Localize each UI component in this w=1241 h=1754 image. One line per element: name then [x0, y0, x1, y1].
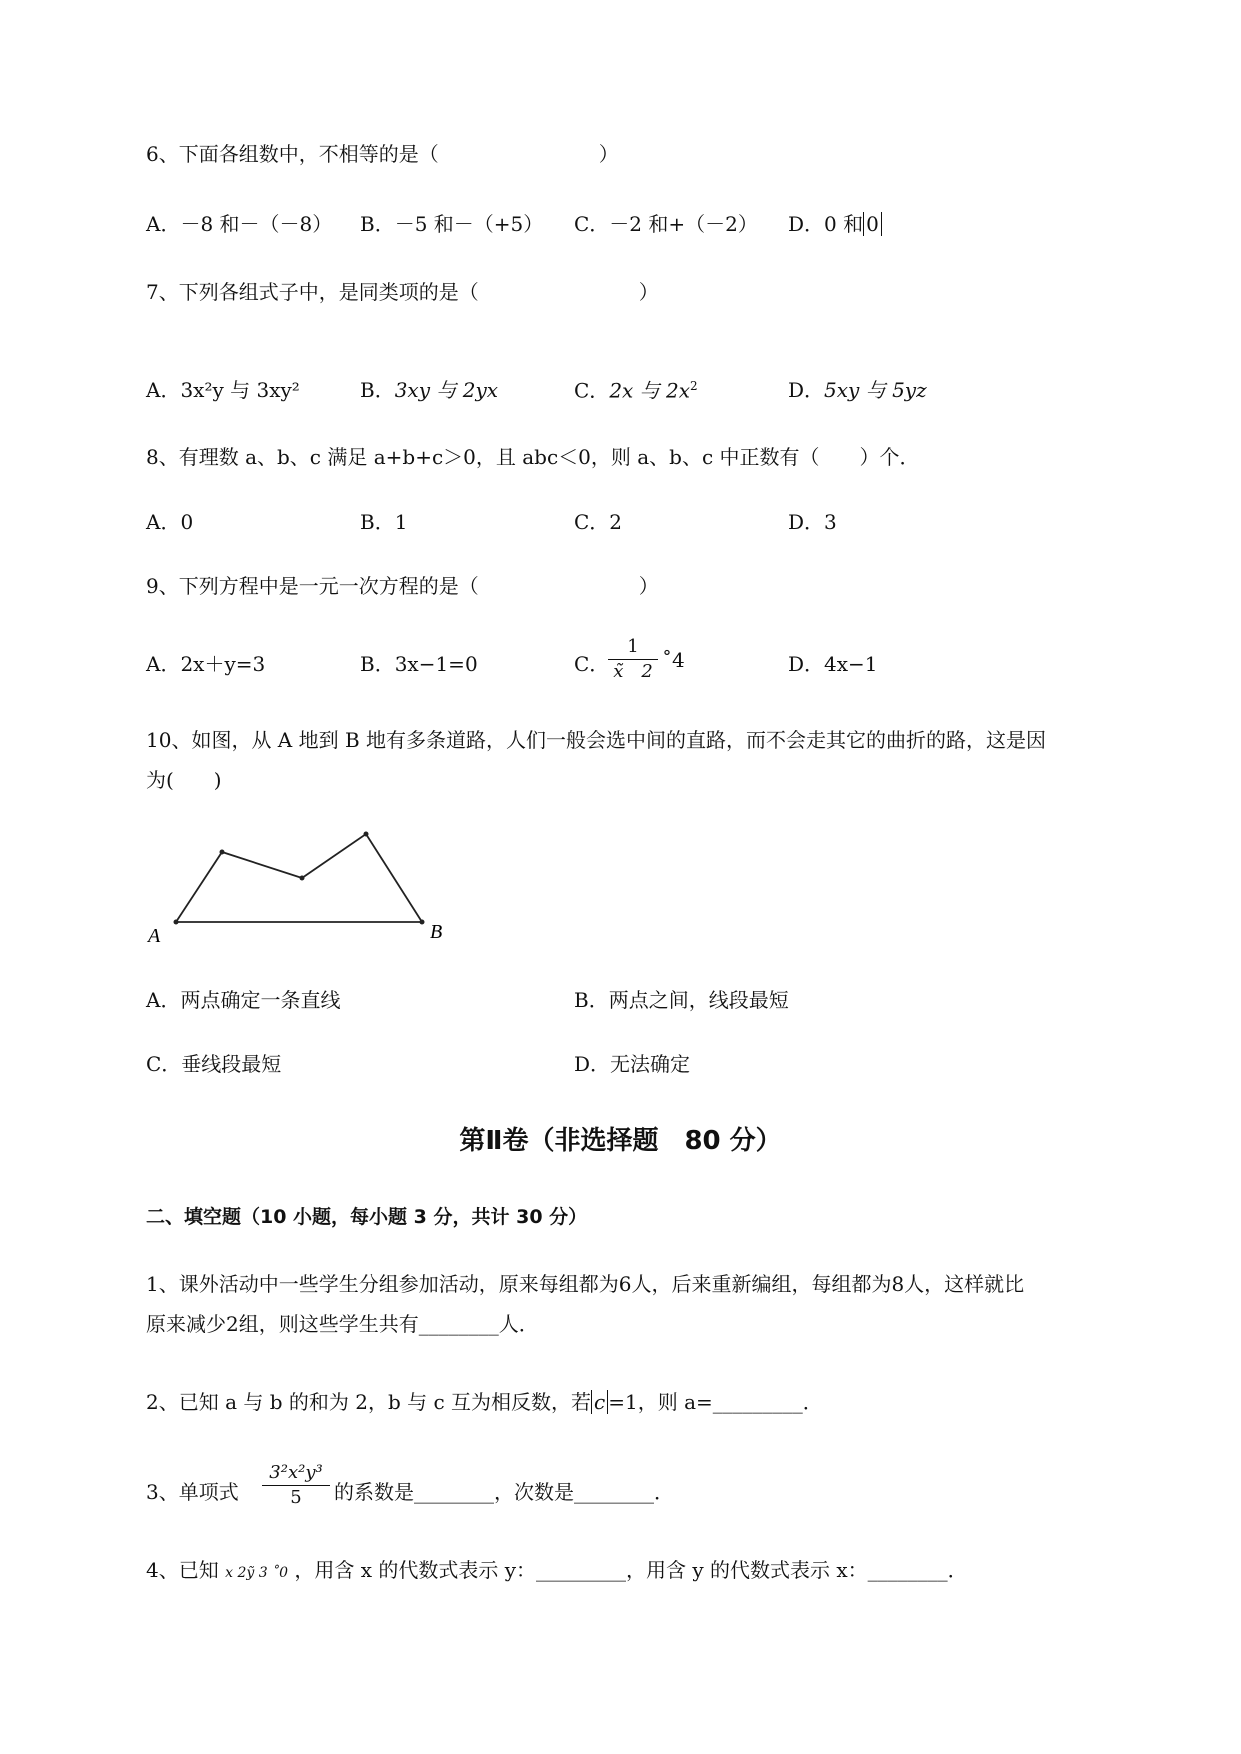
fill-4-suffix: ，用含 x 的代数式表示 y：_________，用含 y 的代数式表示 x：________．	[294, 1558, 968, 1582]
q7-option-b-label: B．	[360, 378, 395, 402]
q7-stem: 7、下列各组式子中，是同类项的是（ ）	[146, 280, 659, 304]
q8-stem: 8、有理数 a、b、c 满足 a+b+c＞0，且 abc＜0，则 a、b、c 中正数有（ ）个．	[146, 445, 920, 469]
q9-option-d: D．4x−1	[788, 652, 878, 676]
fill-3-denominator: 5	[290, 1487, 302, 1508]
q9-option-c-fraction	[608, 638, 658, 681]
winding-path	[176, 834, 422, 922]
q8-option-b: B．1	[360, 510, 408, 534]
q9-option-a: A．2x＋y=3	[146, 652, 266, 676]
q7-option-b-expr: 3xy 与 2yx	[394, 378, 499, 402]
vertex	[364, 832, 369, 837]
fill-4	[146, 1560, 968, 1580]
fill-3-suffix: 的系数是________，次数是________．	[334, 1480, 674, 1504]
label-a: A	[148, 925, 161, 947]
q6-option-d-abs: 0	[863, 212, 882, 236]
fill-2-abs: c	[591, 1390, 608, 1414]
q7-option-c-sup: 2	[690, 379, 698, 393]
q8-option-c: C．2	[574, 510, 623, 534]
q7-option-a: A．3x²y 与 3xy²	[146, 378, 300, 402]
fraction-bar	[608, 659, 658, 660]
q8-option-a: A．0	[146, 510, 194, 534]
q9-option-c-rest: ˚4	[662, 648, 685, 672]
fill-3-numerator: 3²x²y³	[269, 1462, 323, 1483]
fill-2-prefix: 2、已知 a 与 b 的和为 2，b 与 c 互为相反数，若	[146, 1390, 592, 1414]
fill-3-fraction	[262, 1464, 330, 1507]
fill-4-expr: x 2ỹ 3 ˚0	[225, 1565, 288, 1581]
q9-stem: 9、下列方程中是一元一次方程的是（ ）	[146, 574, 659, 598]
q9-option-c-label: C．	[574, 652, 610, 676]
q9-option-c-denominator: x̃ 2	[613, 661, 653, 682]
fill-2	[146, 1392, 823, 1412]
point-a	[174, 920, 179, 925]
q7-option-d	[788, 380, 927, 400]
q7-option-b	[360, 380, 498, 400]
fill-3-prefix: 3、单项式	[146, 1480, 239, 1504]
q10-stem-line2: 为( )	[146, 768, 222, 792]
fill-4-prefix: 4、已知	[146, 1558, 219, 1582]
vertex	[300, 876, 305, 881]
q6-stem: 6、下面各组数中，不相等的是（ ）	[146, 142, 619, 166]
q6-option-d-text: D．0 和	[788, 212, 864, 236]
vertex	[220, 850, 225, 855]
q9-option-c-numerator: 1	[627, 636, 639, 657]
fill-1-line2: 原来减少2组，则这些学生共有________人．	[146, 1312, 539, 1336]
q6-option-b: B．－5 和－（+5）	[360, 212, 544, 236]
q10-figure	[140, 820, 460, 950]
q7-option-d-expr: 5xy 与 5yz	[824, 378, 927, 402]
q6-option-d	[788, 214, 882, 234]
part2-title: 第Ⅱ卷（非选择题 80 分）	[459, 1126, 782, 1156]
q10-option-d: D．无法确定	[574, 1052, 691, 1076]
q10-option-c: C．垂线段最短	[146, 1052, 282, 1076]
fill-1-line1: 1、课外活动中一些学生分组参加活动，原来每组都为6人，后来重新编组，每组都为8人，这样就比	[146, 1272, 1025, 1296]
q10-option-a: A．两点确定一条直线	[146, 988, 341, 1012]
q6-option-a: A．－8 和－（－8）	[146, 212, 333, 236]
point-b	[420, 920, 425, 925]
q9-option-b: B．3x−1=0	[360, 652, 478, 676]
q6-option-c: C．－2 和+（－2）	[574, 212, 758, 236]
part2-section-heading: 二、填空题（10 小题，每小题 3 分，共计 30 分）	[146, 1206, 588, 1228]
q10-option-b: B．两点之间，线段最短	[574, 988, 789, 1012]
fill-2-suffix: =1，则 a=_________．	[608, 1390, 823, 1414]
q7-option-c-expr: 2x 与 2x	[609, 378, 691, 403]
label-b: B	[430, 921, 443, 943]
q10-stem-line1: 10、如图，从 A 地到 B 地有多条道路，人们一般会选中间的直路，而不会走其它的曲折的路，这是因	[146, 728, 1047, 752]
q7-option-c	[574, 380, 698, 401]
q8-option-d: D．3	[788, 510, 837, 534]
q7-option-c-label: C．	[574, 378, 610, 403]
q7-option-d-label: D．	[788, 378, 825, 402]
fraction-bar	[262, 1485, 330, 1486]
